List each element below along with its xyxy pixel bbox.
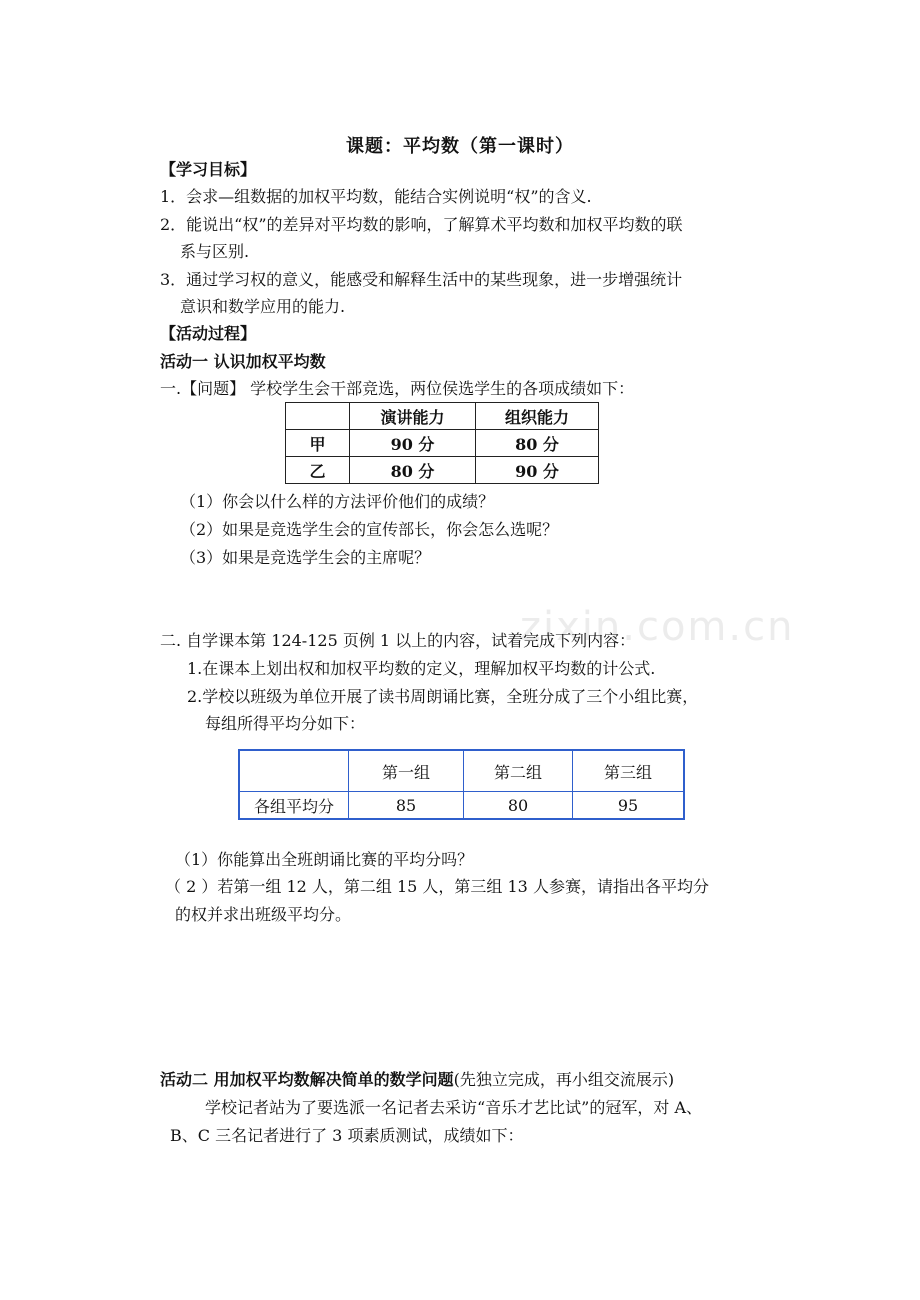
group-question-2-cont: 的权并求出班级平均分。 [175,905,352,924]
question-3: （3）如果是竞选学生会的主席呢？ [180,548,431,567]
goals-heading: 【学习目标】 [160,160,257,179]
table-cell: 80 [464,792,573,820]
table-cell: 甲 [286,430,350,457]
table-header-cell [239,750,349,792]
table-row [239,792,684,820]
table-header-cell: 第二组 [464,750,573,792]
activity2-heading-note: (先独立完成，再小组交流展示) [453,1070,675,1089]
table-cell: 乙 [286,457,350,484]
table-cell: 95 [573,792,685,820]
table-cell: 80 分 [476,430,599,457]
table-row [286,430,599,457]
goal-item-1: 1．会求—组数据的加权平均数，能结合实例说明“权”的含义. [160,187,592,206]
table-header-cell: 第一组 [349,750,464,792]
goal-item-2-cont: 系与区别. [180,242,250,261]
table-header-cell: 演讲能力 [350,403,476,430]
activity2-heading: 活动二 用加权平均数解决简单的数学问题 [160,1070,454,1089]
selfstudy-item-1: 1.在课本上划出权和加权平均数的定义，理解加权平均数的计公式. [187,659,656,678]
table-cell: 90 分 [476,457,599,484]
candidate-score-table [285,402,599,484]
group-average-table [238,749,685,820]
table-cell: 90 分 [350,430,476,457]
selfstudy-item-2-cont: 每组所得平均分如下： [205,714,366,733]
selfstudy-intro: 二. 自学课本第 124-125 页例 1 以上的内容，试着完成下列内容： [160,631,636,650]
table-cell: 85 [349,792,464,820]
table-header-cell: 组织能力 [476,403,599,430]
goal-item-2: 2．能说出“权”的差异对平均数的影响，了解算术平均数和加权平均数的联 [160,215,683,234]
table-cell: 各组平均分 [239,792,349,820]
activity2-heading-row [160,1070,674,1090]
question-2: （2）如果是竞选学生会的宣传部长，你会怎么选呢？ [180,520,559,539]
goal-item-3-cont: 意识和数学应用的能力. [180,297,346,316]
table-row [286,403,599,430]
watermark-text: zixin.com.cn [520,604,795,650]
question-1: （1）你会以什么样的方法评价他们的成绩？ [180,492,495,511]
activity1-problem: 一.【问题】 学校学生会干部竞选，两位侯选学生的各项成绩如下： [160,379,635,398]
table-row [286,457,599,484]
selfstudy-item-2: 2.学校以班级为单位开展了读书周朗诵比赛，全班分成了三个小组比赛， [187,687,699,706]
page-title: 课题：平均数（第一课时） [346,136,574,157]
process-heading: 【活动过程】 [160,324,257,343]
activity2-line-1: 学校记者站为了要选派一名记者去采访“音乐才艺比试”的冠军，对 A、 [205,1098,703,1117]
table-row [239,750,684,792]
group-question-2: （ 2 ）若第一组 12 人，第二组 15 人，第三组 13 人参赛，请指出各平均分 [165,877,709,896]
activity2-line-2: B、C 三名记者进行了 3 项素质测试，成绩如下： [170,1126,524,1145]
table-header-cell [286,403,350,430]
activity1-heading: 活动一 认识加权平均数 [160,352,326,371]
goal-item-3: 3．通过学习权的意义，能感受和解释生活中的某些现象，进一步增强统计 [160,270,683,289]
group-question-1: （1）你能算出全班朗诵比赛的平均分吗？ [175,850,474,869]
table-header-cell: 第三组 [573,750,685,792]
table-cell: 80 分 [350,457,476,484]
